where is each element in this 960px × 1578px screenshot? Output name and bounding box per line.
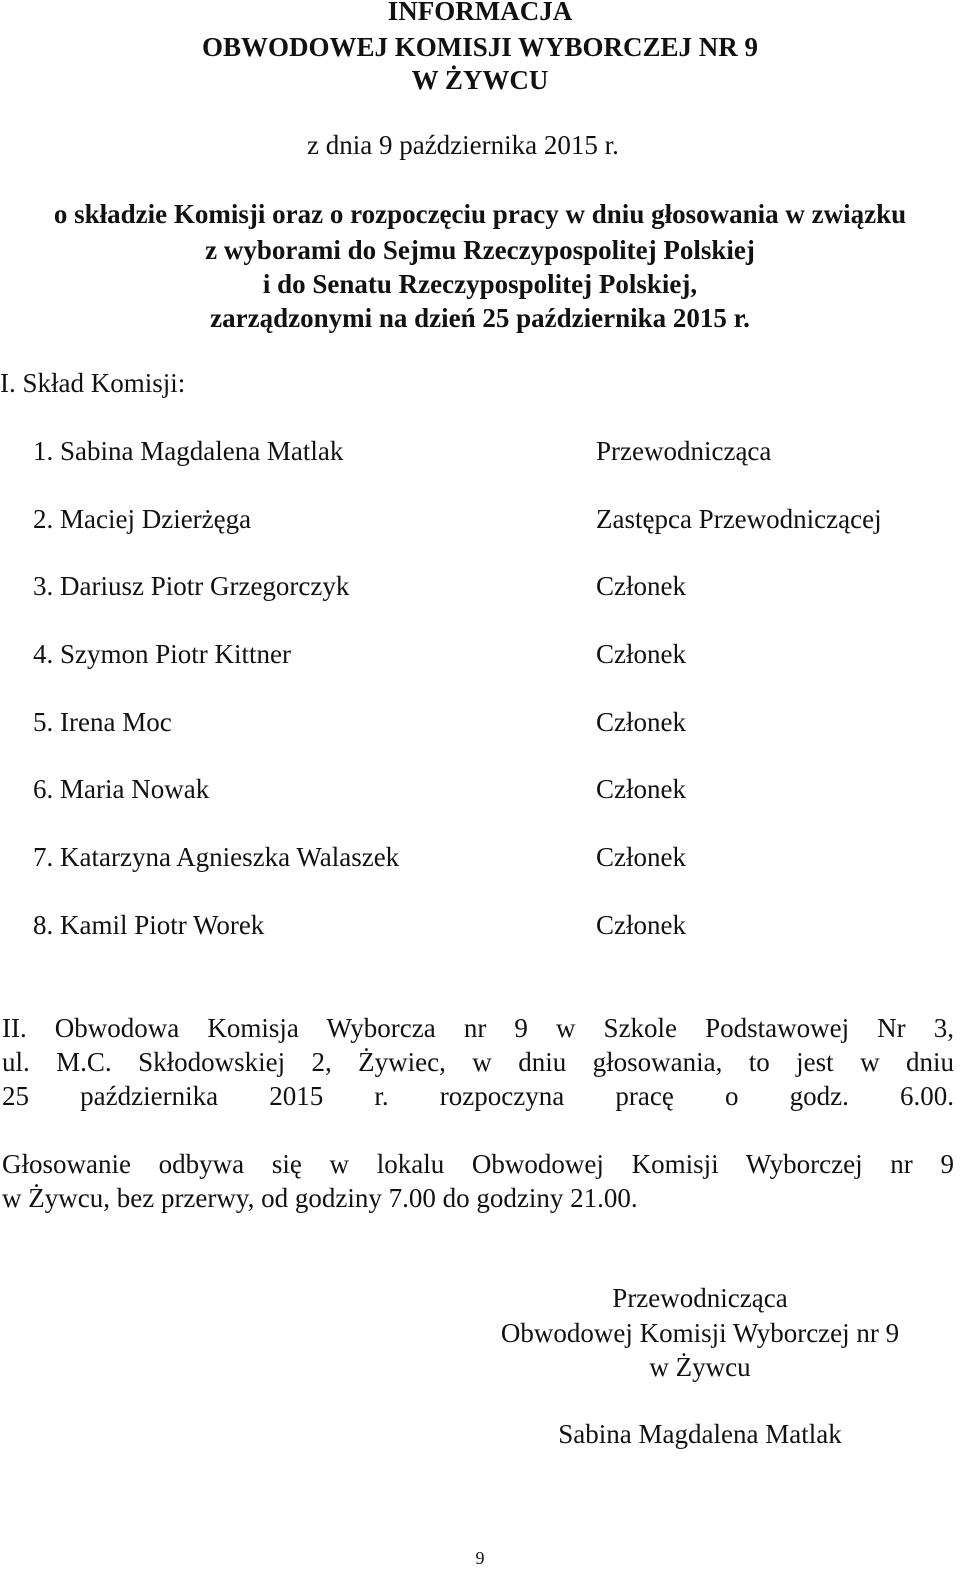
member-role: Członek [596, 571, 686, 601]
member-name: 1. Sabina Magdalena Matlak [33, 436, 344, 466]
member-role: Członek [596, 774, 686, 804]
paragraph-line: II. Obwodowa Komisja Wyborcza nr 9 w Szkole Podstawowej Nr 3, [2, 1013, 954, 1043]
section-title: I. Skład Komisji: [0, 368, 186, 398]
member-role: Członek [596, 707, 686, 737]
section-2-paragraph [2, 1011, 954, 1113]
signature-place: w Żywcu [649, 1352, 751, 1382]
signature-body: Obwodowej Komisji Wyborczej nr 9 [500, 1318, 900, 1348]
subject-line: zarządzonymi na dzień 25 października 2015 r. [210, 303, 750, 333]
subject-line: z wyborami do Sejmu Rzeczypospolitej Polskiej [205, 235, 755, 265]
member-role: Członek [596, 639, 686, 669]
header-title: INFORMACJA [387, 0, 573, 26]
member-name: 5. Irena Moc [33, 707, 172, 737]
member-name: 4. Szymon Piotr Kittner [33, 639, 291, 669]
member-name: 2. Maciej Dzierżęga [33, 504, 252, 534]
page-number: 9 [475, 1548, 485, 1568]
signature-name: Sabina Magdalena Matlak [558, 1419, 842, 1449]
paragraph-line: ul. M.C. Skłodowskiej 2, Żywiec, w dniu głosowania, to jest w dniu [2, 1047, 954, 1077]
paragraph-line: Głosowanie odbywa się w lokalu Obwodowej Komisji Wyborczej nr 9 [2, 1149, 954, 1179]
member-name: 3. Dariusz Piotr Grzegorczyk [33, 571, 350, 601]
date-line: z dnia 9 października 2015 r. [307, 130, 619, 160]
member-name: 6. Maria Nowak [33, 774, 210, 804]
member-role: Zastępca Przewodniczącej [596, 504, 882, 534]
paragraph-line: w Żywcu, bez przerwy, od godziny 7.00 do godziny 21.00. [2, 1183, 638, 1213]
voting-info-paragraph [2, 1147, 954, 1215]
header-committee: OBWODOWEJ KOMISJI WYBORCZEJ NR 9 [201, 32, 759, 62]
member-name: 8. Kamil Piotr Worek [33, 910, 265, 940]
member-role: Członek [596, 910, 686, 940]
subject-line: i do Senatu Rzeczypospolitej Polskiej, [262, 269, 698, 299]
header-city: W ŻYWCU [411, 65, 549, 95]
signature-role: Przewodnicząca [612, 1283, 788, 1313]
member-name: 7. Katarzyna Agnieszka Walaszek [33, 842, 400, 872]
member-role: Członek [596, 842, 686, 872]
subject-line: o składzie Komisji oraz o rozpoczęciu pracy w dniu głosowania w związku [53, 199, 907, 229]
paragraph-line: 25 października 2015 r. rozpoczyna pracę o godz. 6.00. [2, 1081, 954, 1111]
member-role: Przewodnicząca [596, 436, 772, 466]
